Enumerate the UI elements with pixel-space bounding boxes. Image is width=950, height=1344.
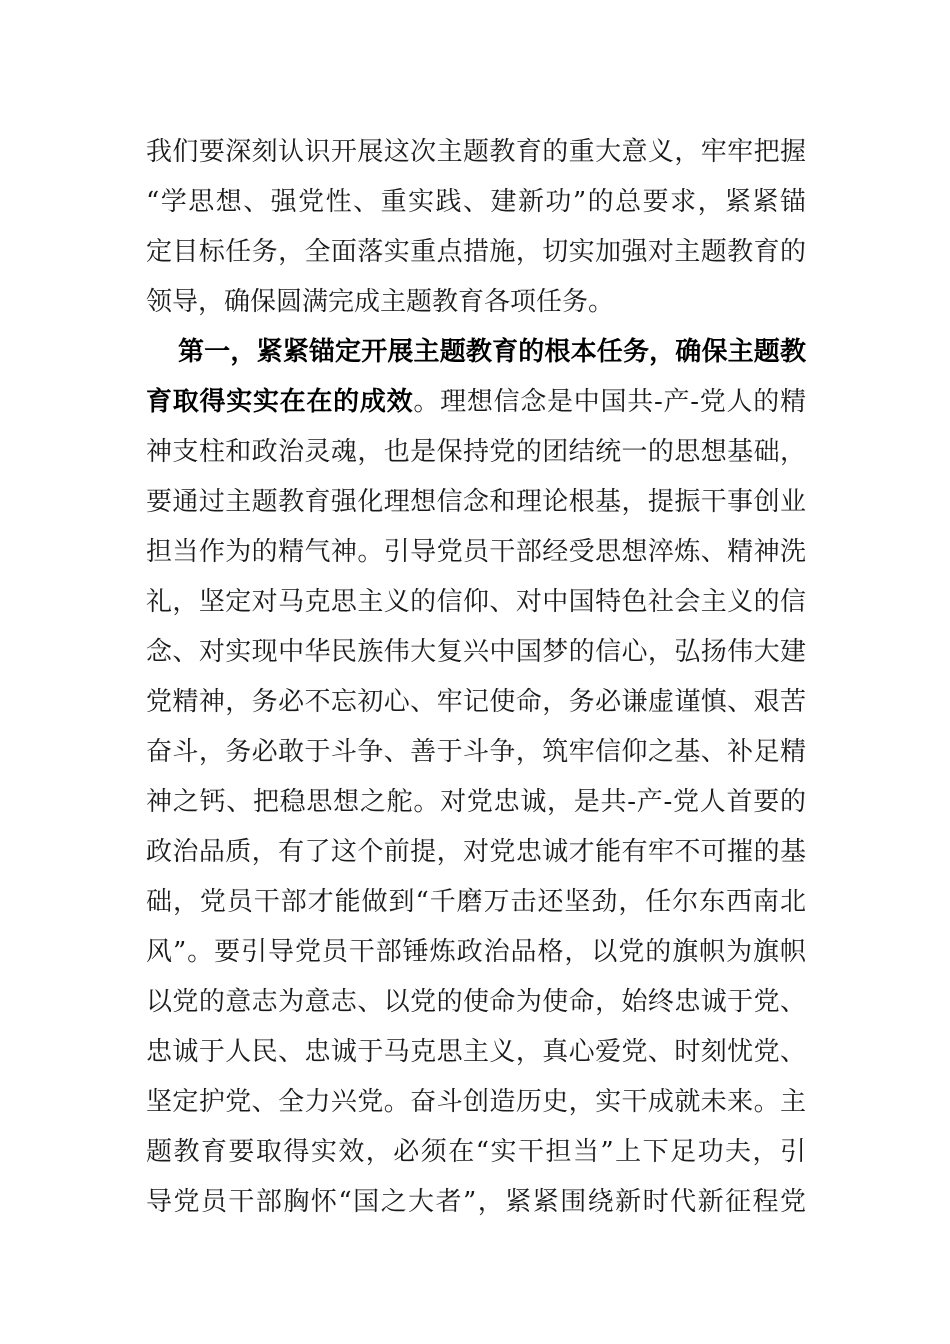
section-heading: 第一，紧紧锚定开展主题教育的根本任务，确保主题教 <box>178 337 806 367</box>
paragraph-line: 础，党员干部才能做到“千磨万击还坚劲，任尔东西南北 <box>146 887 806 917</box>
paragraph-line: 导党员干部胸怀“国之大者”，紧紧围绕新时代新征程党 <box>146 1187 806 1217</box>
paragraph-line: 我们要深刻认识开展这次主题教育的重大意义，牢牢把握 <box>146 137 806 167</box>
section-heading-line <box>178 327 806 377</box>
paragraph-line: “学思想、强党性、重实践、建新功”的总要求，紧紧锚 <box>146 187 806 217</box>
paragraph-line: 题教育要取得实效，必须在“实干担当”上下足功夫，引 <box>146 1137 806 1167</box>
paragraph-line: 礼，坚定对马克思主义的信仰、对中国特色社会主义的信 <box>146 587 806 617</box>
section-heading-continued: 育取得实实在在的成效 <box>146 387 414 417</box>
paragraph-line: 要通过主题教育强化理想信念和理论根基，提振干事创业 <box>146 487 806 517</box>
paragraph-line: 领导，确保圆满完成主题教育各项任务。 <box>146 287 615 317</box>
paragraph-line: 定目标任务，全面落实重点措施，切实加强对主题教育的 <box>146 237 806 267</box>
paragraph-line: 奋斗，务必敢于斗争、善于斗争，筑牢信仰之基、补足精 <box>146 737 806 767</box>
paragraph-line: 政治品质，有了这个前提，对党忠诚才能有牢不可摧的基 <box>146 837 806 867</box>
paragraph-line: 担当作为的精气神。引导党员干部经受思想淬炼、精神洗 <box>146 537 806 567</box>
paragraph-text: 。理想信念是中国共-产-党人的精 <box>413 387 806 417</box>
paragraph-line <box>146 377 806 427</box>
paragraph-line: 以党的意志为意志、以党的使命为使命，始终忠诚于党、 <box>146 987 806 1017</box>
paragraph-line: 坚定护党、全力兴党。奋斗创造历史，实干成就未来。主 <box>146 1087 806 1117</box>
paragraph-line: 党精神，务必不忘初心、牢记使命，务必谦虚谨慎、艰苦 <box>146 687 806 717</box>
paragraph-line: 神之钙、把稳思想之舵。对党忠诚，是共-产-党人首要的 <box>146 787 806 817</box>
paragraph-line: 忠诚于人民、忠诚于马克思主义，真心爱党、时刻忧党、 <box>146 1037 806 1067</box>
paragraph-line: 念、对实现中华民族伟大复兴中国梦的信心，弘扬伟大建 <box>146 637 806 667</box>
paragraph-line: 神支柱和政治灵魂，也是保持党的团结统一的思想基础， <box>146 437 806 467</box>
paragraph-line: 风”。要引导党员干部锤炼政治品格，以党的旗帜为旗帜 <box>146 937 806 967</box>
